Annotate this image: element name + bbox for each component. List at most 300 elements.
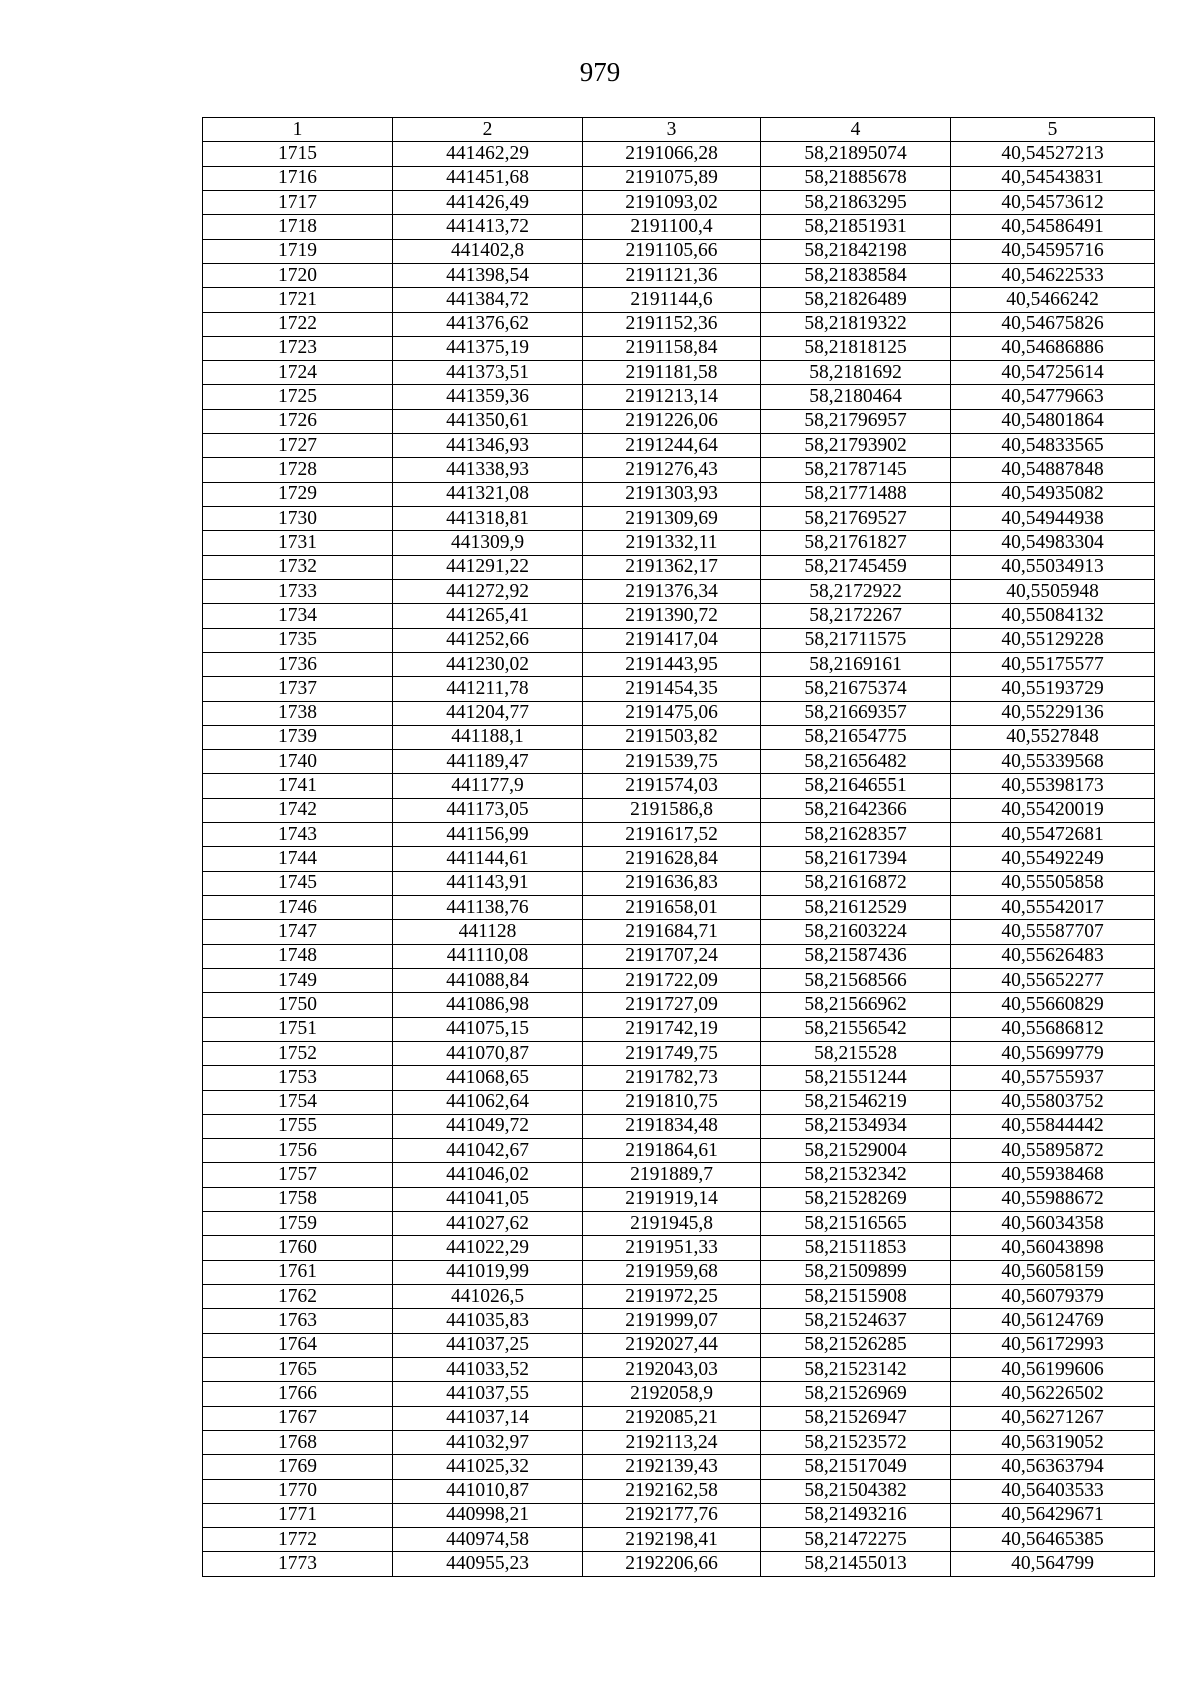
table-cell: 58,21787145 [761, 458, 951, 482]
table-row [203, 823, 1155, 847]
table-cell: 2191105,66 [583, 239, 761, 263]
table-cell: 440955,23 [393, 1552, 583, 1576]
table-cell: 2191066,28 [583, 142, 761, 166]
table-cell: 1717 [203, 190, 393, 214]
table-cell: 40,5466242 [951, 288, 1155, 312]
table-cell: 58,21534934 [761, 1114, 951, 1138]
table-cell: 1736 [203, 652, 393, 676]
table-cell: 441032,97 [393, 1430, 583, 1454]
table-row [203, 993, 1155, 1017]
table-cell: 58,21516565 [761, 1212, 951, 1236]
table-cell: 1773 [203, 1552, 393, 1576]
table-cell: 1739 [203, 725, 393, 749]
table-cell: 1752 [203, 1041, 393, 1065]
table-cell: 58,21472275 [761, 1528, 951, 1552]
table-cell: 441019,99 [393, 1260, 583, 1284]
table-cell: 2191636,83 [583, 871, 761, 895]
table-cell: 40,54801864 [951, 409, 1155, 433]
table-cell: 40,54944938 [951, 507, 1155, 531]
table-cell: 40,55175577 [951, 652, 1155, 676]
table-cell: 58,2172922 [761, 579, 951, 603]
table-row [203, 1479, 1155, 1503]
table-cell: 40,54983304 [951, 531, 1155, 555]
table-cell: 58,21642366 [761, 798, 951, 822]
table-row [203, 239, 1155, 263]
table-cell: 441177,9 [393, 774, 583, 798]
table-cell: 2191810,75 [583, 1090, 761, 1114]
table-cell: 1730 [203, 507, 393, 531]
table-row [203, 750, 1155, 774]
table-cell: 40,56079379 [951, 1285, 1155, 1309]
table-cell: 58,21745459 [761, 555, 951, 579]
table-cell: 1716 [203, 166, 393, 190]
table-cell: 441022,29 [393, 1236, 583, 1260]
table-cell: 1771 [203, 1503, 393, 1527]
table-cell: 58,21515908 [761, 1285, 951, 1309]
table-cell: 40,56058159 [951, 1260, 1155, 1284]
table-cell: 58,21509899 [761, 1260, 951, 1284]
table-cell: 2191303,93 [583, 482, 761, 506]
table-row [203, 142, 1155, 166]
table-cell: 40,54527213 [951, 142, 1155, 166]
table-cell: 441376,62 [393, 312, 583, 336]
table-row [203, 215, 1155, 239]
table-cell: 58,21669357 [761, 701, 951, 725]
table-cell: 58,21711575 [761, 628, 951, 652]
table-cell: 40,54779663 [951, 385, 1155, 409]
table-cell: 2192162,58 [583, 1479, 761, 1503]
table-row [203, 1503, 1155, 1527]
table-cell: 58,21826489 [761, 288, 951, 312]
table-cell: 58,21556542 [761, 1017, 951, 1041]
table-cell: 441413,72 [393, 215, 583, 239]
table-cell: 1718 [203, 215, 393, 239]
table-cell: 1747 [203, 920, 393, 944]
table-cell: 1754 [203, 1090, 393, 1114]
table-cell: 441025,32 [393, 1455, 583, 1479]
table-cell: 2191919,14 [583, 1187, 761, 1211]
table-cell: 1757 [203, 1163, 393, 1187]
table-cell: 2191332,11 [583, 531, 761, 555]
table-cell: 1731 [203, 531, 393, 555]
table-cell: 40,55988672 [951, 1187, 1155, 1211]
table-cell: 1759 [203, 1212, 393, 1236]
table-cell: 58,21842198 [761, 239, 951, 263]
table-row [203, 1041, 1155, 1065]
table-cell: 1769 [203, 1455, 393, 1479]
table-cell: 58,21523142 [761, 1357, 951, 1381]
table-row [203, 774, 1155, 798]
coordinates-table [202, 117, 1155, 1577]
table-cell: 2191152,36 [583, 312, 761, 336]
table-cell: 40,55895872 [951, 1139, 1155, 1163]
table-cell: 441230,02 [393, 652, 583, 676]
table-cell: 1738 [203, 701, 393, 725]
table-cell: 40,56199606 [951, 1357, 1155, 1381]
table-row [203, 628, 1155, 652]
table-row [203, 507, 1155, 531]
table-cell: 2191443,95 [583, 652, 761, 676]
table-cell: 2191226,06 [583, 409, 761, 433]
table-cell: 2191742,19 [583, 1017, 761, 1041]
table-cell: 1725 [203, 385, 393, 409]
table-cell: 58,21603224 [761, 920, 951, 944]
table-cell: 40,56271267 [951, 1406, 1155, 1430]
table-cell: 2191999,07 [583, 1309, 761, 1333]
table-cell: 440974,58 [393, 1528, 583, 1552]
table-cell: 58,21656482 [761, 750, 951, 774]
table-cell: 40,55660829 [951, 993, 1155, 1017]
table-cell: 58,21675374 [761, 677, 951, 701]
table-cell: 40,55229136 [951, 701, 1155, 725]
table-cell: 58,21528269 [761, 1187, 951, 1211]
table-cell: 40,56363794 [951, 1455, 1155, 1479]
table-cell: 1723 [203, 336, 393, 360]
table-cell: 58,21455013 [761, 1552, 951, 1576]
table-cell: 1750 [203, 993, 393, 1017]
table-cell: 40,54833565 [951, 434, 1155, 458]
table-cell: 2191093,02 [583, 190, 761, 214]
table-cell: 40,54622533 [951, 263, 1155, 287]
table-cell: 441252,66 [393, 628, 583, 652]
column-header: 3 [583, 118, 761, 142]
table-cell: 40,55420019 [951, 798, 1155, 822]
table-cell: 441402,8 [393, 239, 583, 263]
table-cell: 40,55339568 [951, 750, 1155, 774]
table-cell: 40,55844442 [951, 1114, 1155, 1138]
table-row [203, 361, 1155, 385]
table-cell: 1765 [203, 1357, 393, 1381]
table-cell: 58,21819322 [761, 312, 951, 336]
table-cell: 441086,98 [393, 993, 583, 1017]
table-cell: 2191617,52 [583, 823, 761, 847]
table-row [203, 336, 1155, 360]
table-cell: 2191959,68 [583, 1260, 761, 1284]
table-row [203, 1333, 1155, 1357]
table-row [203, 1455, 1155, 1479]
table-cell: 441462,29 [393, 142, 583, 166]
table-cell: 1733 [203, 579, 393, 603]
column-header: 4 [761, 118, 951, 142]
table-row [203, 798, 1155, 822]
table-row [203, 1309, 1155, 1333]
table-cell: 441027,62 [393, 1212, 583, 1236]
table-cell: 58,21646551 [761, 774, 951, 798]
table-cell: 1760 [203, 1236, 393, 1260]
table-cell: 40,55472681 [951, 823, 1155, 847]
table-cell: 1732 [203, 555, 393, 579]
table-cell: 58,21793902 [761, 434, 951, 458]
table-row [203, 896, 1155, 920]
table-cell: 2192085,21 [583, 1406, 761, 1430]
table-cell: 40,54573612 [951, 190, 1155, 214]
table-cell: 58,21612529 [761, 896, 951, 920]
table-row [203, 1163, 1155, 1187]
table-row [203, 1139, 1155, 1163]
table-cell: 40,5527848 [951, 725, 1155, 749]
table-cell: 2191586,8 [583, 798, 761, 822]
table-cell: 1746 [203, 896, 393, 920]
table-cell: 441426,49 [393, 190, 583, 214]
table-cell: 40,56034358 [951, 1212, 1155, 1236]
table-cell: 441272,92 [393, 579, 583, 603]
table-cell: 40,56043898 [951, 1236, 1155, 1260]
table-cell: 40,56172993 [951, 1333, 1155, 1357]
table-row [203, 1528, 1155, 1552]
table-cell: 1767 [203, 1406, 393, 1430]
table-cell: 2191158,84 [583, 336, 761, 360]
table-row [203, 1357, 1155, 1381]
table-row [203, 263, 1155, 287]
table-row [203, 1212, 1155, 1236]
table-cell: 58,21818125 [761, 336, 951, 360]
table-cell: 2191834,48 [583, 1114, 761, 1138]
table-cell: 40,55803752 [951, 1090, 1155, 1114]
table-cell: 58,21493216 [761, 1503, 951, 1527]
table-row [203, 385, 1155, 409]
table-cell: 58,21504382 [761, 1479, 951, 1503]
table-row [203, 1066, 1155, 1090]
table-cell: 2191864,61 [583, 1139, 761, 1163]
column-header: 2 [393, 118, 583, 142]
table-cell: 441010,87 [393, 1479, 583, 1503]
table-cell: 441049,72 [393, 1114, 583, 1138]
table-cell: 441346,93 [393, 434, 583, 458]
table-cell: 1734 [203, 604, 393, 628]
table-cell: 58,21617394 [761, 847, 951, 871]
table-cell: 2191075,89 [583, 166, 761, 190]
table-cell: 2191181,58 [583, 361, 761, 385]
table-cell: 441042,67 [393, 1139, 583, 1163]
table-cell: 40,55938468 [951, 1163, 1155, 1187]
table-cell: 1726 [203, 409, 393, 433]
table-cell: 1758 [203, 1187, 393, 1211]
table-cell: 441321,08 [393, 482, 583, 506]
table-cell: 2191417,04 [583, 628, 761, 652]
table-cell: 40,55492249 [951, 847, 1155, 871]
table-cell: 58,21895074 [761, 142, 951, 166]
table-cell: 58,21532342 [761, 1163, 951, 1187]
table-cell: 2191454,35 [583, 677, 761, 701]
table-cell: 40,55626483 [951, 944, 1155, 968]
table-cell: 58,21587436 [761, 944, 951, 968]
table-cell: 2191707,24 [583, 944, 761, 968]
table-cell: 2192027,44 [583, 1333, 761, 1357]
table-cell: 40,56319052 [951, 1430, 1155, 1454]
table-cell: 2191244,64 [583, 434, 761, 458]
table-cell: 40,55542017 [951, 896, 1155, 920]
table-cell: 58,2181692 [761, 361, 951, 385]
table-cell: 58,21628357 [761, 823, 951, 847]
table-cell: 2191475,06 [583, 701, 761, 725]
table-cell: 1728 [203, 458, 393, 482]
table-row [203, 725, 1155, 749]
table-cell: 441350,61 [393, 409, 583, 433]
table-cell: 441359,36 [393, 385, 583, 409]
table-row [203, 1236, 1155, 1260]
table-cell: 441144,61 [393, 847, 583, 871]
table-cell: 1740 [203, 750, 393, 774]
table-cell: 1743 [203, 823, 393, 847]
table-row [203, 604, 1155, 628]
table-header-row [203, 118, 1155, 142]
table-cell: 1772 [203, 1528, 393, 1552]
table-cell: 441026,5 [393, 1285, 583, 1309]
table-cell: 2192206,66 [583, 1552, 761, 1576]
table-cell: 1715 [203, 142, 393, 166]
page-number: 979 [579, 57, 621, 87]
table-row [203, 1406, 1155, 1430]
table-cell: 40,54686886 [951, 336, 1155, 360]
table-row [203, 555, 1155, 579]
table-row [203, 1382, 1155, 1406]
table-cell: 58,21517049 [761, 1455, 951, 1479]
table-cell: 40,55084132 [951, 604, 1155, 628]
table-cell: 441041,05 [393, 1187, 583, 1211]
table-cell: 441188,1 [393, 725, 583, 749]
table-cell: 441068,65 [393, 1066, 583, 1090]
table-cell: 1763 [203, 1309, 393, 1333]
table-cell: 1721 [203, 288, 393, 312]
table-cell: 1753 [203, 1066, 393, 1090]
table-cell: 40,55505858 [951, 871, 1155, 895]
table-cell: 40,56403533 [951, 1479, 1155, 1503]
table-row [203, 458, 1155, 482]
table-cell: 1755 [203, 1114, 393, 1138]
table-cell: 441128 [393, 920, 583, 944]
table-row [203, 579, 1155, 603]
table-cell: 1770 [203, 1479, 393, 1503]
table-cell: 441088,84 [393, 968, 583, 992]
table-cell: 441398,54 [393, 263, 583, 287]
table-cell: 2191390,72 [583, 604, 761, 628]
table-cell: 441204,77 [393, 701, 583, 725]
table-cell: 1748 [203, 944, 393, 968]
table-cell: 58,2172267 [761, 604, 951, 628]
table-cell: 2191276,43 [583, 458, 761, 482]
table-cell: 58,21616872 [761, 871, 951, 895]
table-row [203, 312, 1155, 336]
table-cell: 58,21568566 [761, 968, 951, 992]
table-cell: 1751 [203, 1017, 393, 1041]
table-cell: 2192139,43 [583, 1455, 761, 1479]
table-row [203, 701, 1155, 725]
table-cell: 2191100,4 [583, 215, 761, 239]
table-row [203, 968, 1155, 992]
table-cell: 40,56429671 [951, 1503, 1155, 1527]
table-row [203, 1552, 1155, 1576]
table-cell: 2192198,41 [583, 1528, 761, 1552]
table-cell: 441046,02 [393, 1163, 583, 1187]
table-cell: 440998,21 [393, 1503, 583, 1527]
table-cell: 1761 [203, 1260, 393, 1284]
table-cell: 2192058,9 [583, 1382, 761, 1406]
table-cell: 40,56124769 [951, 1309, 1155, 1333]
table-cell: 2191945,8 [583, 1212, 761, 1236]
table-row [203, 166, 1155, 190]
table-cell: 40,55398173 [951, 774, 1155, 798]
table-cell: 40,56465385 [951, 1528, 1155, 1552]
table-row [203, 531, 1155, 555]
table-cell: 1719 [203, 239, 393, 263]
table-cell: 1737 [203, 677, 393, 701]
table-cell: 2191574,03 [583, 774, 761, 798]
table-cell: 2191782,73 [583, 1066, 761, 1090]
table-row [203, 434, 1155, 458]
table-cell: 58,21566962 [761, 993, 951, 1017]
table-cell: 40,54935082 [951, 482, 1155, 506]
table-cell: 2191213,14 [583, 385, 761, 409]
table-row [203, 1114, 1155, 1138]
table-cell: 58,21771488 [761, 482, 951, 506]
table-cell: 441318,81 [393, 507, 583, 531]
table-cell: 441265,41 [393, 604, 583, 628]
table-cell: 1735 [203, 628, 393, 652]
table-cell: 1727 [203, 434, 393, 458]
table-cell: 441138,76 [393, 896, 583, 920]
table-cell: 441173,05 [393, 798, 583, 822]
table-cell: 58,21529004 [761, 1139, 951, 1163]
table-row [203, 944, 1155, 968]
table-row [203, 1430, 1155, 1454]
table-cell: 441211,78 [393, 677, 583, 701]
table-cell: 2191362,17 [583, 555, 761, 579]
table-cell: 441338,93 [393, 458, 583, 482]
table-row [203, 920, 1155, 944]
table-cell: 1762 [203, 1285, 393, 1309]
table-cell: 40,54595716 [951, 239, 1155, 263]
table-cell: 441451,68 [393, 166, 583, 190]
table-cell: 58,215528 [761, 1041, 951, 1065]
table-cell: 40,55193729 [951, 677, 1155, 701]
table-cell: 40,564799 [951, 1552, 1155, 1576]
table-row [203, 1017, 1155, 1041]
table-cell: 58,21523572 [761, 1430, 951, 1454]
table-cell: 2192113,24 [583, 1430, 761, 1454]
table-cell: 441189,47 [393, 750, 583, 774]
table-cell: 58,21551244 [761, 1066, 951, 1090]
table-row [203, 409, 1155, 433]
table-cell: 58,2180464 [761, 385, 951, 409]
table-body [203, 118, 1155, 1577]
table-cell: 1722 [203, 312, 393, 336]
table-cell: 40,56226502 [951, 1382, 1155, 1406]
table-cell: 58,21761827 [761, 531, 951, 555]
table-row [203, 871, 1155, 895]
table-cell: 2191121,36 [583, 263, 761, 287]
table-cell: 441037,55 [393, 1382, 583, 1406]
table-cell: 40,54887848 [951, 458, 1155, 482]
table-row [203, 1090, 1155, 1114]
table-cell: 58,21511853 [761, 1236, 951, 1260]
table-cell: 2191727,09 [583, 993, 761, 1017]
table-row [203, 847, 1155, 871]
table-cell: 2191684,71 [583, 920, 761, 944]
table-cell: 40,55699779 [951, 1041, 1155, 1065]
table-cell: 1766 [203, 1382, 393, 1406]
table-row [203, 1260, 1155, 1284]
table-cell: 2192177,76 [583, 1503, 761, 1527]
table-cell: 1749 [203, 968, 393, 992]
table-cell: 2191376,34 [583, 579, 761, 603]
table-cell: 2191951,33 [583, 1236, 761, 1260]
table-cell: 2191309,69 [583, 507, 761, 531]
table-cell: 441062,64 [393, 1090, 583, 1114]
table-cell: 2191889,7 [583, 1163, 761, 1187]
table-cell: 441110,08 [393, 944, 583, 968]
table-row [203, 1285, 1155, 1309]
table-cell: 2191539,75 [583, 750, 761, 774]
